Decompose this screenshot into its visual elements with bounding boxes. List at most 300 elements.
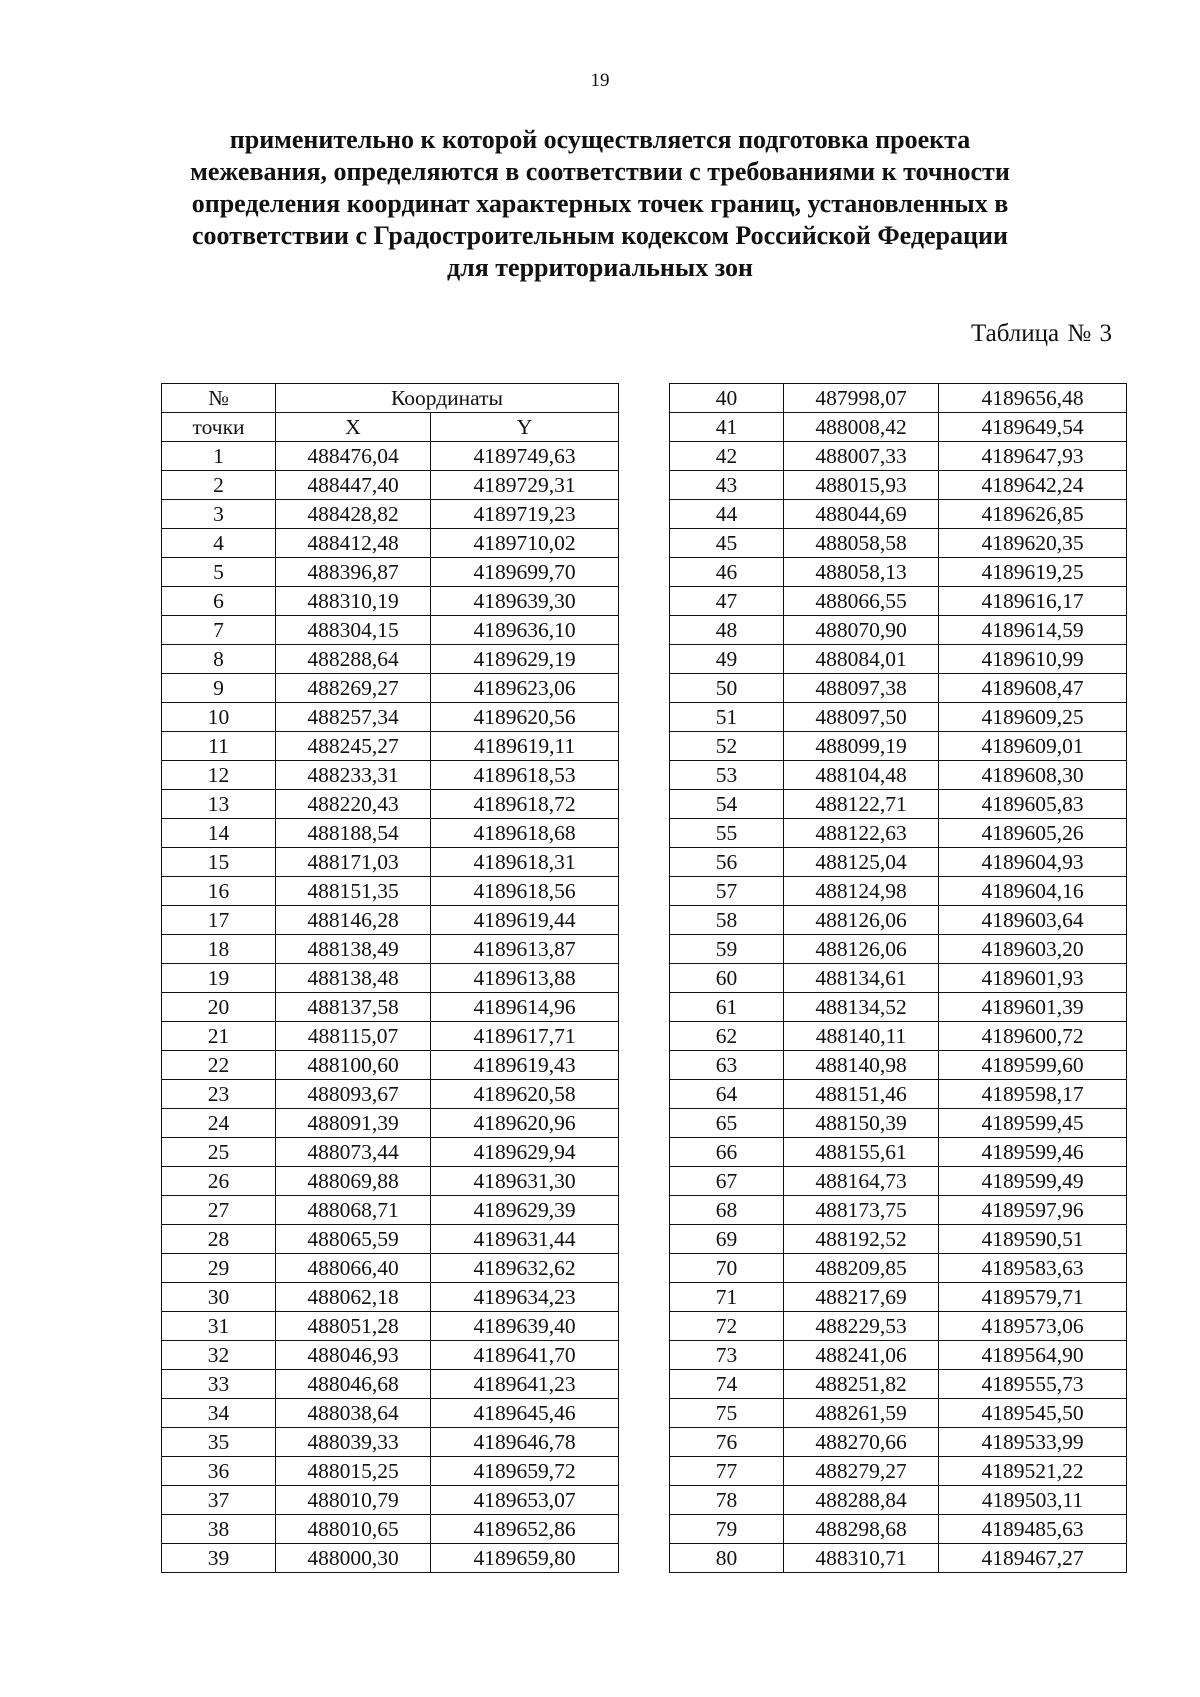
table-row	[670, 1138, 1127, 1167]
y-coordinate-cell: 4189632,62	[431, 1254, 619, 1283]
point-number-cell: 44	[670, 500, 784, 529]
y-coordinate-cell: 4189605,26	[939, 819, 1127, 848]
x-coordinate-cell: 488097,38	[784, 674, 939, 703]
table-row	[162, 1254, 619, 1283]
point-number-cell: 15	[162, 848, 276, 877]
x-column-header: X	[276, 413, 431, 442]
x-coordinate-cell: 488150,39	[784, 1109, 939, 1138]
y-coordinate-cell: 4189656,48	[939, 384, 1127, 413]
y-coordinate-cell: 4189608,30	[939, 761, 1127, 790]
point-number-cell: 23	[162, 1080, 276, 1109]
x-coordinate-cell: 488122,71	[784, 790, 939, 819]
x-coordinate-cell: 488124,98	[784, 877, 939, 906]
y-coordinate-cell: 4189503,11	[939, 1486, 1127, 1515]
table-row	[162, 1022, 619, 1051]
point-number-cell: 77	[670, 1457, 784, 1486]
point-number-cell: 62	[670, 1022, 784, 1051]
x-coordinate-cell: 488000,30	[276, 1544, 431, 1573]
x-coordinate-cell: 488065,59	[276, 1225, 431, 1254]
point-number-cell: 39	[162, 1544, 276, 1573]
point-number-cell: 78	[670, 1486, 784, 1515]
table-row	[670, 703, 1127, 732]
x-coordinate-cell: 488125,04	[784, 848, 939, 877]
x-coordinate-cell: 488279,27	[784, 1457, 939, 1486]
y-coordinate-cell: 4189641,23	[431, 1370, 619, 1399]
point-number-cell: 36	[162, 1457, 276, 1486]
y-coordinate-cell: 4189653,07	[431, 1486, 619, 1515]
point-number-cell: 54	[670, 790, 784, 819]
y-coordinate-cell: 4189626,85	[939, 500, 1127, 529]
table-row	[670, 761, 1127, 790]
table-row	[162, 529, 619, 558]
table-row	[670, 790, 1127, 819]
table-row	[670, 877, 1127, 906]
y-coordinate-cell: 4189719,23	[431, 500, 619, 529]
x-coordinate-cell: 488261,59	[784, 1399, 939, 1428]
x-coordinate-cell: 488412,48	[276, 529, 431, 558]
x-coordinate-cell: 488447,40	[276, 471, 431, 500]
point-number-cell: 59	[670, 935, 784, 964]
x-coordinate-cell: 488010,65	[276, 1515, 431, 1544]
y-coordinate-cell: 4189590,51	[939, 1225, 1127, 1254]
y-coordinate-cell: 4189619,44	[431, 906, 619, 935]
point-number-cell: 46	[670, 558, 784, 587]
point-number-cell: 26	[162, 1167, 276, 1196]
coordinates-table-left-body	[162, 384, 619, 1573]
table-row	[670, 1399, 1127, 1428]
x-coordinate-cell: 488304,15	[276, 616, 431, 645]
y-coordinate-cell: 4189597,96	[939, 1196, 1127, 1225]
x-coordinate-cell: 488428,82	[276, 500, 431, 529]
point-number-cell: 72	[670, 1312, 784, 1341]
table-row	[162, 1196, 619, 1225]
y-coordinate-cell: 4189533,99	[939, 1428, 1127, 1457]
x-coordinate-cell: 488192,52	[784, 1225, 939, 1254]
point-number-cell: 69	[670, 1225, 784, 1254]
point-number-cell: 50	[670, 674, 784, 703]
y-coordinate-cell: 4189620,56	[431, 703, 619, 732]
x-coordinate-cell: 488122,63	[784, 819, 939, 848]
point-number-cell: 79	[670, 1515, 784, 1544]
table-row	[162, 790, 619, 819]
y-coordinate-cell: 4189641,70	[431, 1341, 619, 1370]
table-row	[670, 500, 1127, 529]
point-number-cell: 4	[162, 529, 276, 558]
y-coordinate-cell: 4189699,70	[431, 558, 619, 587]
x-coordinate-cell: 488015,93	[784, 471, 939, 500]
table-row	[162, 674, 619, 703]
x-coordinate-cell: 488068,71	[276, 1196, 431, 1225]
point-number-cell: 33	[162, 1370, 276, 1399]
table-row	[670, 906, 1127, 935]
x-coordinate-cell: 488217,69	[784, 1283, 939, 1312]
point-number-cell: 73	[670, 1341, 784, 1370]
x-coordinate-cell: 488171,03	[276, 848, 431, 877]
y-coordinate-cell: 4189614,96	[431, 993, 619, 1022]
x-coordinate-cell: 488015,25	[276, 1457, 431, 1486]
x-coordinate-cell: 488091,39	[276, 1109, 431, 1138]
y-coordinate-cell: 4189579,71	[939, 1283, 1127, 1312]
table-row	[162, 1341, 619, 1370]
table-row	[162, 587, 619, 616]
point-number-cell: 71	[670, 1283, 784, 1312]
coordinates-header: Координаты	[276, 384, 619, 413]
x-coordinate-cell: 488038,64	[276, 1399, 431, 1428]
point-number-cell: 22	[162, 1051, 276, 1080]
table-row	[670, 1544, 1127, 1573]
y-coordinate-cell: 4189598,17	[939, 1080, 1127, 1109]
x-coordinate-cell: 488066,55	[784, 587, 939, 616]
x-coordinate-cell: 488099,19	[784, 732, 939, 761]
y-coordinate-cell: 4189583,63	[939, 1254, 1127, 1283]
y-coordinate-cell: 4189646,78	[431, 1428, 619, 1457]
table-row	[162, 616, 619, 645]
y-coordinate-cell: 4189636,10	[431, 616, 619, 645]
point-number-cell: 67	[670, 1167, 784, 1196]
table-row	[162, 1312, 619, 1341]
x-coordinate-cell: 488310,19	[276, 587, 431, 616]
table-row	[670, 1515, 1127, 1544]
table-row	[162, 645, 619, 674]
x-coordinate-cell: 488138,49	[276, 935, 431, 964]
y-coordinate-cell: 4189629,94	[431, 1138, 619, 1167]
point-number-cell: 42	[670, 442, 784, 471]
y-coordinate-cell: 4189485,63	[939, 1515, 1127, 1544]
table-row	[162, 1051, 619, 1080]
y-coordinate-cell: 4189618,53	[431, 761, 619, 790]
x-coordinate-cell: 488241,06	[784, 1341, 939, 1370]
x-coordinate-cell: 488251,82	[784, 1370, 939, 1399]
x-coordinate-cell: 488155,61	[784, 1138, 939, 1167]
x-coordinate-cell: 488046,93	[276, 1341, 431, 1370]
x-coordinate-cell: 488245,27	[276, 732, 431, 761]
y-coordinate-cell: 4189603,20	[939, 935, 1127, 964]
y-coordinate-cell: 4189629,19	[431, 645, 619, 674]
y-coordinate-cell: 4189617,71	[431, 1022, 619, 1051]
table-row	[670, 1486, 1127, 1515]
y-coordinate-cell: 4189652,86	[431, 1515, 619, 1544]
table-row	[670, 819, 1127, 848]
point-number-cell: 47	[670, 587, 784, 616]
x-coordinate-cell: 488104,48	[784, 761, 939, 790]
y-coordinate-cell: 4189649,54	[939, 413, 1127, 442]
x-coordinate-cell: 488100,60	[276, 1051, 431, 1080]
table-row	[670, 1312, 1127, 1341]
table-row	[162, 848, 619, 877]
table-row	[670, 1341, 1127, 1370]
point-number-cell: 21	[162, 1022, 276, 1051]
table-row	[670, 413, 1127, 442]
point-number-cell: 10	[162, 703, 276, 732]
point-number-cell: 30	[162, 1283, 276, 1312]
table-row	[670, 993, 1127, 1022]
y-coordinate-cell: 4189620,35	[939, 529, 1127, 558]
x-coordinate-cell: 488188,54	[276, 819, 431, 848]
y-coordinate-cell: 4189634,23	[431, 1283, 619, 1312]
point-number-cell: 45	[670, 529, 784, 558]
point-number-cell: 18	[162, 935, 276, 964]
y-coordinate-cell: 4189620,58	[431, 1080, 619, 1109]
y-coordinate-cell: 4189545,50	[939, 1399, 1127, 1428]
table-header-row	[162, 384, 619, 413]
y-coordinate-cell: 4189619,11	[431, 732, 619, 761]
table-row	[162, 442, 619, 471]
table-row	[162, 471, 619, 500]
page-number: 19	[590, 70, 610, 91]
y-coordinate-cell: 4189618,31	[431, 848, 619, 877]
y-coordinate-cell: 4189605,83	[939, 790, 1127, 819]
point-number-cell: 12	[162, 761, 276, 790]
y-coordinate-cell: 4189521,22	[939, 1457, 1127, 1486]
point-number-cell: 17	[162, 906, 276, 935]
table-row	[670, 1196, 1127, 1225]
table-row	[670, 1051, 1127, 1080]
point-number-cell: 70	[670, 1254, 784, 1283]
table-row	[162, 964, 619, 993]
x-coordinate-cell: 488134,52	[784, 993, 939, 1022]
x-coordinate-cell: 488046,68	[276, 1370, 431, 1399]
y-coordinate-cell: 4189639,30	[431, 587, 619, 616]
table-row	[162, 1486, 619, 1515]
table-row	[162, 819, 619, 848]
y-coordinate-cell: 4189729,31	[431, 471, 619, 500]
point-number-cell: 55	[670, 819, 784, 848]
x-coordinate-cell: 487998,07	[784, 384, 939, 413]
y-coordinate-cell: 4189603,64	[939, 906, 1127, 935]
y-coordinate-cell: 4189573,06	[939, 1312, 1127, 1341]
y-coordinate-cell: 4189631,30	[431, 1167, 619, 1196]
table-row	[162, 1225, 619, 1254]
x-coordinate-cell: 488220,43	[276, 790, 431, 819]
point-number-cell: 57	[670, 877, 784, 906]
point-number-cell: 25	[162, 1138, 276, 1167]
y-coordinate-cell: 4189614,59	[939, 616, 1127, 645]
y-coordinate-cell: 4189710,02	[431, 529, 619, 558]
y-coordinate-cell: 4189616,17	[939, 587, 1127, 616]
y-coordinate-cell: 4189631,44	[431, 1225, 619, 1254]
point-number-cell: 3	[162, 500, 276, 529]
y-coordinate-cell: 4189629,39	[431, 1196, 619, 1225]
table-row	[670, 471, 1127, 500]
x-coordinate-cell: 488396,87	[276, 558, 431, 587]
y-coordinate-cell: 4189599,46	[939, 1138, 1127, 1167]
point-number-cell: 75	[670, 1399, 784, 1428]
x-coordinate-cell: 488288,84	[784, 1486, 939, 1515]
table-row	[670, 384, 1127, 413]
y-coordinate-cell: 4189564,90	[939, 1341, 1127, 1370]
point-number-cell: 65	[670, 1109, 784, 1138]
point-number-cell: 7	[162, 616, 276, 645]
x-coordinate-cell: 488151,46	[784, 1080, 939, 1109]
point-number-cell: 13	[162, 790, 276, 819]
point-number-cell: 76	[670, 1428, 784, 1457]
x-coordinate-cell: 488008,42	[784, 413, 939, 442]
heading-line: для территориальных зон	[446, 253, 753, 282]
y-coordinate-cell: 4189604,93	[939, 848, 1127, 877]
point-number-cell: 38	[162, 1515, 276, 1544]
x-coordinate-cell: 488257,34	[276, 703, 431, 732]
point-number-subheader: точки	[162, 413, 276, 442]
table-row	[670, 674, 1127, 703]
y-coordinate-cell: 4189608,47	[939, 674, 1127, 703]
point-number-cell: 56	[670, 848, 784, 877]
table-row	[162, 732, 619, 761]
point-number-cell: 11	[162, 732, 276, 761]
x-coordinate-cell: 488269,27	[276, 674, 431, 703]
y-coordinate-cell: 4189749,63	[431, 442, 619, 471]
y-column-header: Y	[431, 413, 619, 442]
x-coordinate-cell: 488298,68	[784, 1515, 939, 1544]
table-row	[670, 1109, 1127, 1138]
point-number-cell: 29	[162, 1254, 276, 1283]
y-coordinate-cell: 4189618,72	[431, 790, 619, 819]
point-number-cell: 40	[670, 384, 784, 413]
coordinates-table-right-body	[670, 384, 1127, 1573]
table-row	[162, 1283, 619, 1312]
point-number-cell: 51	[670, 703, 784, 732]
y-coordinate-cell: 4189659,72	[431, 1457, 619, 1486]
heading-line: межевания, определяются в соответствии с требованиями к точности	[190, 157, 1010, 186]
table-row	[670, 1225, 1127, 1254]
x-coordinate-cell: 488151,35	[276, 877, 431, 906]
y-coordinate-cell: 4189604,16	[939, 877, 1127, 906]
point-number-cell: 49	[670, 645, 784, 674]
table-row	[670, 1022, 1127, 1051]
x-coordinate-cell: 488093,67	[276, 1080, 431, 1109]
point-number-cell: 20	[162, 993, 276, 1022]
x-coordinate-cell: 488058,13	[784, 558, 939, 587]
table-row	[162, 993, 619, 1022]
x-coordinate-cell: 488007,33	[784, 442, 939, 471]
table-row	[162, 877, 619, 906]
point-number-cell: 2	[162, 471, 276, 500]
point-number-cell: 63	[670, 1051, 784, 1080]
point-number-cell: 16	[162, 877, 276, 906]
table-row	[162, 1457, 619, 1486]
x-coordinate-cell: 488288,64	[276, 645, 431, 674]
y-coordinate-cell: 4189555,73	[939, 1370, 1127, 1399]
heading-line: определения координат характерных точек границ, установленных в	[191, 189, 1009, 218]
section-heading	[150, 124, 1050, 284]
table-row	[162, 500, 619, 529]
x-coordinate-cell: 488069,88	[276, 1167, 431, 1196]
table-row	[162, 558, 619, 587]
table-row	[670, 935, 1127, 964]
point-number-cell: 34	[162, 1399, 276, 1428]
x-coordinate-cell: 488137,58	[276, 993, 431, 1022]
point-number-cell: 8	[162, 645, 276, 674]
y-coordinate-cell: 4189645,46	[431, 1399, 619, 1428]
x-coordinate-cell: 488058,58	[784, 529, 939, 558]
x-coordinate-cell: 488164,73	[784, 1167, 939, 1196]
table-row	[670, 1283, 1127, 1312]
x-coordinate-cell: 488140,98	[784, 1051, 939, 1080]
x-coordinate-cell: 488229,53	[784, 1312, 939, 1341]
table-row	[162, 1399, 619, 1428]
point-number-cell: 64	[670, 1080, 784, 1109]
y-coordinate-cell: 4189601,39	[939, 993, 1127, 1022]
table-row	[162, 1544, 619, 1573]
table-row	[162, 1080, 619, 1109]
table-row	[162, 761, 619, 790]
point-number-cell: 28	[162, 1225, 276, 1254]
coordinates-table-right	[669, 383, 1127, 1573]
y-coordinate-cell: 4189618,56	[431, 877, 619, 906]
table-row	[670, 1428, 1127, 1457]
point-number-cell: 41	[670, 413, 784, 442]
x-coordinate-cell: 488051,28	[276, 1312, 431, 1341]
point-number-cell: 53	[670, 761, 784, 790]
point-number-cell: 43	[670, 471, 784, 500]
y-coordinate-cell: 4189619,25	[939, 558, 1127, 587]
x-coordinate-cell: 488138,48	[276, 964, 431, 993]
table-row	[670, 1254, 1127, 1283]
point-number-header: №	[162, 384, 276, 413]
table-row	[162, 1109, 619, 1138]
table-row	[670, 645, 1127, 674]
point-number-cell: 58	[670, 906, 784, 935]
x-coordinate-cell: 488126,06	[784, 906, 939, 935]
point-number-cell: 1	[162, 442, 276, 471]
point-number-cell: 19	[162, 964, 276, 993]
x-coordinate-cell: 488233,31	[276, 761, 431, 790]
table-row	[670, 529, 1127, 558]
point-number-cell: 14	[162, 819, 276, 848]
table-row	[670, 732, 1127, 761]
y-coordinate-cell: 4189601,93	[939, 964, 1127, 993]
x-coordinate-cell: 488039,33	[276, 1428, 431, 1457]
x-coordinate-cell: 488270,66	[784, 1428, 939, 1457]
x-coordinate-cell: 488209,85	[784, 1254, 939, 1283]
x-coordinate-cell: 488066,40	[276, 1254, 431, 1283]
y-coordinate-cell: 4189599,60	[939, 1051, 1127, 1080]
point-number-cell: 5	[162, 558, 276, 587]
point-number-cell: 48	[670, 616, 784, 645]
table-caption: Таблица № 3	[970, 320, 1112, 347]
y-coordinate-cell: 4189639,40	[431, 1312, 619, 1341]
x-coordinate-cell: 488126,06	[784, 935, 939, 964]
table-row	[162, 906, 619, 935]
table-row	[670, 848, 1127, 877]
point-number-cell: 24	[162, 1109, 276, 1138]
table-row	[162, 1515, 619, 1544]
table-row	[670, 1370, 1127, 1399]
x-coordinate-cell: 488173,75	[784, 1196, 939, 1225]
point-number-cell: 68	[670, 1196, 784, 1225]
table-row	[670, 1457, 1127, 1486]
y-coordinate-cell: 4189642,24	[939, 471, 1127, 500]
coordinates-table-left	[161, 383, 619, 1573]
point-number-cell: 32	[162, 1341, 276, 1370]
y-coordinate-cell: 4189613,88	[431, 964, 619, 993]
table-subheader-row	[162, 413, 619, 442]
point-number-cell: 60	[670, 964, 784, 993]
x-coordinate-cell: 488044,69	[784, 500, 939, 529]
point-number-cell: 27	[162, 1196, 276, 1225]
point-number-cell: 9	[162, 674, 276, 703]
x-coordinate-cell: 488115,07	[276, 1022, 431, 1051]
y-coordinate-cell: 4189620,96	[431, 1109, 619, 1138]
x-coordinate-cell: 488146,28	[276, 906, 431, 935]
point-number-cell: 31	[162, 1312, 276, 1341]
y-coordinate-cell: 4189599,49	[939, 1167, 1127, 1196]
x-coordinate-cell: 488062,18	[276, 1283, 431, 1312]
table-row	[670, 616, 1127, 645]
y-coordinate-cell: 4189619,43	[431, 1051, 619, 1080]
heading-line: соответствии с Градостроительным кодексом Российской Федерации	[192, 221, 1008, 250]
point-number-cell: 74	[670, 1370, 784, 1399]
table-row	[162, 1138, 619, 1167]
